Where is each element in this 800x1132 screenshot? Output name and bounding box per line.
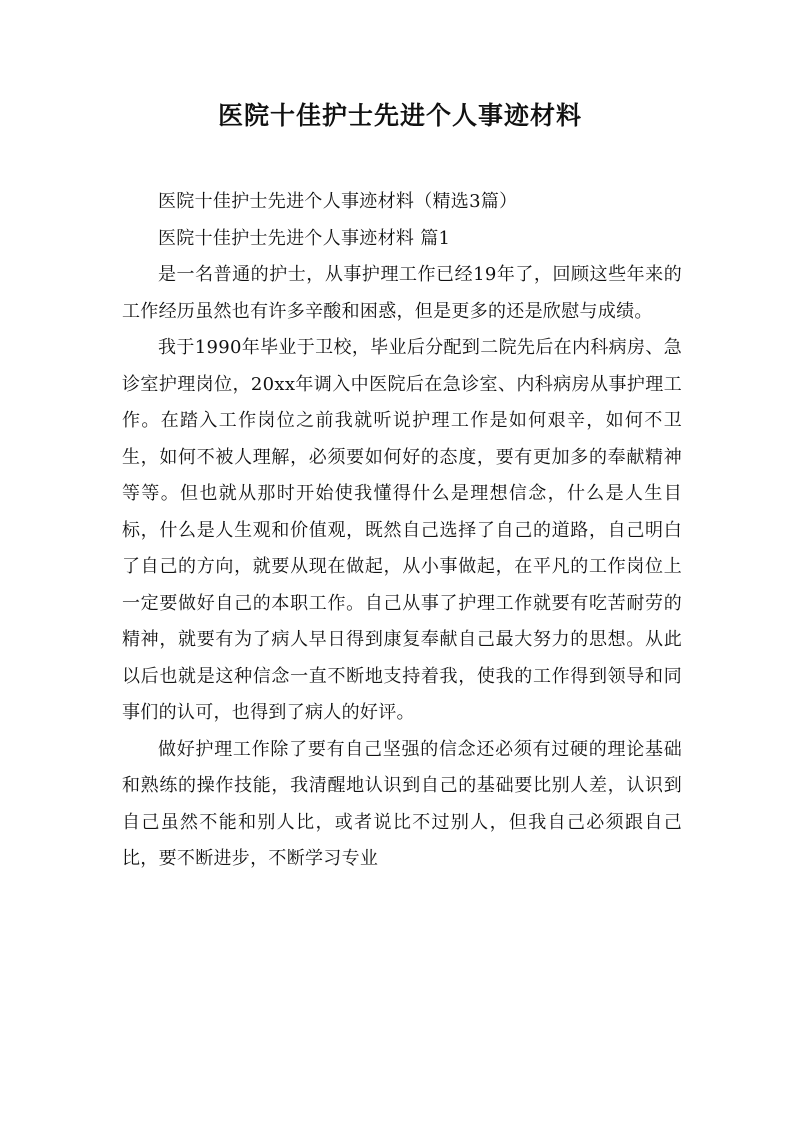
section-heading-paragraph: 医院十佳护士先进个人事迹材料 篇1 [158,227,451,249]
body-paragraph: 我于1990年毕业于卫校，毕业后分配到二院先后在内科病房、急诊室护理岗位，20xx年调入中医院后在急诊室、内科病房从事护理工作。在踏入工作岗位之前我就听说护理工作是如何艰辛，如何不卫生，如何不被人理解，必须要如何好的态度，要有更加多的奉献精神等等。但也就从那时开始使我懂得什么是理想信念，什么是人生目标，什么是人生观和价值观，既然自己选择了自己的道路，自己明白了自己的方向，就要从现在做起，从小事做起，在平凡的工作岗位上一定要做好自己的本职工作。自己从事了护理工作就要有吃苦耐劳的精神，就要有为了病人早日得到康复奉献自己最大努力的思想。从此以后也就是这种信念一直不断地支持着我，使我的工作得到领导和同事们的认可，也得到了病人的好评。 [122,337,682,723]
document-body [122,184,682,878]
document-title: 医院十佳护士先进个人事迹材料 [217,101,582,130]
subtitle-paragraph: 医院十佳护士先进个人事迹材料（精选3篇） [158,191,518,212]
body-paragraph: 是一名普通的护士，从事护理工作已经19年了，回顾这些年来的工作经历虽然也有许多辛酸和困惑，但是更多的还是欣慰与成绩。 [122,264,682,322]
body-paragraph: 做好护理工作除了要有自己坚强的信念还必须有过硬的理论基础和熟练的操作技能，我清醒地认识到自己的基础要比别人差，认识到自己虽然不能和别人比，或者说比不过别人，但我自己必须跟自己比，要不断进步，不断学习专业 [122,738,682,869]
